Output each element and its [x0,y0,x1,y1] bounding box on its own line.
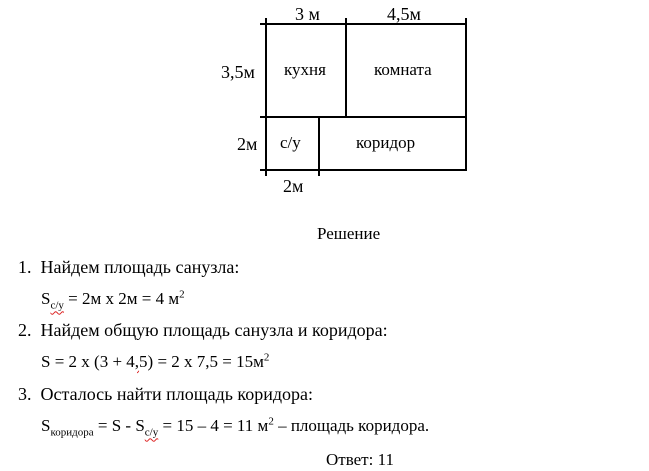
formula-1-s: S [41,289,51,308]
formula-3-mid: = S - [93,416,136,435]
step-2-text: Найдем общую площадь санузла и коридора: [40,320,388,340]
step-1-number: 1. [18,257,32,277]
formula-2-rest: ) = 2 х 7,5 = 15м [147,352,264,371]
formula-3-rest: = 15 – 4 = 11 м [158,416,269,435]
formula-1-sup: 2 [179,288,185,301]
dim-label-top-right: 4,5м [387,4,421,24]
formula-3-sup: 2 [268,415,274,428]
formula-3-tail: – площадь коридора. [273,416,430,435]
formula-3-sub2: с/у [144,426,159,439]
formula-3 [41,415,430,439]
answer: Ответ: 11 [326,450,394,469]
step-3-number: 3. [18,384,32,404]
formula-3-s1: S [41,416,51,435]
dim-label-top-left: 3 м [295,4,320,24]
step-3-text: Осталось найти площадь коридора: [40,384,314,404]
step-2 [18,320,388,340]
solution-heading: Решение [317,224,381,243]
room-label-room: комната [374,60,432,79]
formula-2-sup: 2 [263,351,270,364]
formula-2 [41,352,269,372]
step-1-text: Найдем площадь санузла: [40,257,240,277]
formula-2-five: 5 [139,352,148,371]
formula-1 [41,288,185,312]
dim-label-left-upper: 3,5м [221,62,255,82]
step-3 [18,384,313,404]
formula-2-comma: , [134,352,140,371]
formula-1-sub: с/у [50,299,64,312]
formula-1-rest: = 2м х 2м = 4 м [63,289,180,308]
formula-3-s2: S [135,416,145,435]
step-2-number: 2. [18,320,32,340]
room-label-corridor: коридор [356,133,416,152]
dim-label-bottom: 2м [283,176,304,196]
dim-label-left-lower: 2м [237,134,258,154]
formula-3-sub1: коридора [50,426,94,439]
floor-plan [0,0,649,200]
step-1 [18,257,239,277]
room-label-kitchen: кухня [284,60,326,79]
formula-2-lead: S = 2 х (3 + 4 [41,352,135,371]
room-label-bathroom: с/у [280,133,301,152]
